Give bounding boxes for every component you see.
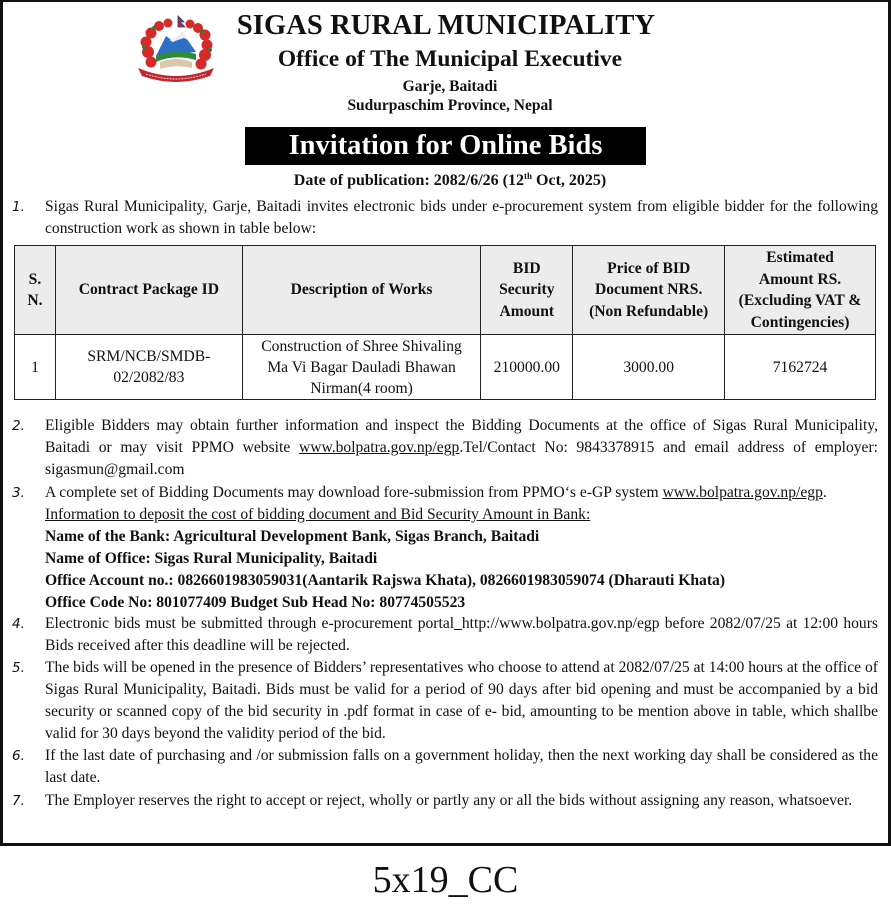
list-number: 7.: [12, 793, 25, 809]
list-number: 4.: [12, 616, 25, 632]
table-row: [15, 335, 876, 400]
item-text: The Employer reserves the right to accept or reject, wholly or partly any or all the bids without assigning any reason, whatsoever.: [45, 792, 853, 809]
pub-date-prefix: Date of publication: 2082/6/26 (12: [293, 172, 524, 189]
list-number: 3.: [12, 485, 25, 501]
list-item-1: [12, 196, 878, 240]
list-item-4: [12, 613, 878, 657]
ad-code: 5x19_CC: [372, 859, 519, 901]
list-item-6: [12, 745, 878, 789]
list-number: 5.: [12, 660, 25, 676]
item-text: Sigas Rural Municipality, Garje, Baitadi invites electronic bids under e-procurement system from eligible bidder for the following construction work as shown in table below:: [45, 198, 878, 237]
col-header-price: Price of BID Document NRS. (Non Refundable): [573, 246, 725, 335]
item-text: The bids will be opened in the presence of Bidders’ representatives who choose to attend at 2082/07/25 at 14:00 hours at the office of Sigas Rural Municipality, Baitadi. Bids must be valid for a period of 90 days after bid opening and must be accompanied by a bid security or scanned copy of the bid security in .pdf format in case of e- bid, amounting to be mention above in table, which shallbe valid for 30 days beyond the validity period of the bid.: [45, 659, 878, 742]
col-header-sn: S. N.: [15, 246, 56, 335]
table-header-row: [15, 246, 876, 335]
col-header-security: BID Security Amount: [481, 246, 573, 335]
office-name-line: Name of Office: Sigas Rural Municipality, Baitadi: [45, 550, 378, 567]
office-location: Garje, Baitadi: [402, 78, 498, 95]
list-number: 6.: [12, 748, 25, 764]
pub-date-sup: th: [524, 171, 533, 181]
bids-table: [14, 245, 876, 400]
publication-date: [200, 171, 700, 190]
item-text: Eligible Bidders may obtain further information and inspect the Bidding Documents at the office of Sigas Rural Municipality, Baitadi or may visit PPMO website www.bolpatra.gov.np/egp.Tel/Contact No: 9843378915 and email address of employer: sigasmun@gmail.com: [45, 417, 879, 478]
list-item-3: [12, 482, 878, 614]
office-name: Office of The Municipal Executive: [277, 46, 623, 72]
cell-price: 3000.00: [573, 335, 725, 400]
office-account: Office Account no.: 0826601983059031(Aantarik Rajswa Khata), 0826601983059074 (Dharauti Khata): [45, 572, 726, 589]
cell-sn: 1: [15, 335, 56, 400]
list-number: 2.: [12, 418, 25, 434]
item-text: Electronic bids must be submitted through e-procurement portal_http://www.bolpatra.gov.np/egp before 2082/07/25 at 12:00 hours Bids received after this deadline will be rejected.: [45, 615, 878, 654]
col-header-estimate: Estimated Amount RS. (Excluding VAT & Contingencies): [725, 246, 876, 335]
pub-date-suffix: Oct, 2025): [532, 172, 607, 189]
list-item-7: [12, 790, 878, 812]
col-header-package: Contract Package ID: [55, 246, 242, 335]
col-header-description: Description of Works: [242, 246, 481, 335]
list-item-5: [12, 657, 878, 745]
item-text: If the last date of purchasing and /or submission falls on a government holiday, then the next working day shall be considered as the last date.: [45, 747, 878, 786]
deposit-info-heading: Information to deposit the cost of bidding document and Bid Security Amount in Bank:: [45, 506, 591, 523]
bank-name: Name of the Bank: Agricultural Development Bank, Sigas Branch, Baitadi: [45, 528, 540, 545]
office-province: Sudurpaschim Province, Nepal: [347, 97, 553, 114]
cell-security: 210000.00: [481, 335, 573, 400]
list-item-2: [12, 415, 878, 481]
bolpatra-link[interactable]: www.bolpatra.gov.np/egp: [298, 439, 460, 456]
cell-estimate: 7162724: [725, 335, 876, 400]
bolpatra-link[interactable]: www.bolpatra.gov.np/egp: [662, 484, 823, 501]
list-number: 1.: [12, 199, 25, 215]
cell-description: Construction of Shree Shivaling Ma Vi Bagar Dauladi Bhawan Nirman(4 room): [242, 335, 481, 400]
notice-banner-title: Invitation for Online Bids: [245, 127, 646, 165]
municipality-title: SIGAS RURAL MUNICIPALITY: [236, 10, 656, 41]
office-codes: Office Code No: 801077409 Budget Sub Head No: 80774505523: [45, 594, 466, 611]
cell-package: SRM/NCB/SMDB- 02/2082/83: [55, 335, 242, 400]
item-text: A complete set of Bidding Documents may download fore-submission from PPMO‘s e-GP system www.bolpatra.gov.np/egp. Information to deposit the cost of bidding document and Bid Security Amount in Bank: Name of the Bank: Agricultural Development Bank, Sigas Branch, Baitadi Name of Office: Sigas Rural Municipality, Baitadi Office Account no.: 0826601983059031(Aantarik Rajswa Khata), 0826601983059074 (Dharauti Khata) Office Code No: 801077409 Budget Sub Head No: 80774505523: [45, 482, 878, 614]
